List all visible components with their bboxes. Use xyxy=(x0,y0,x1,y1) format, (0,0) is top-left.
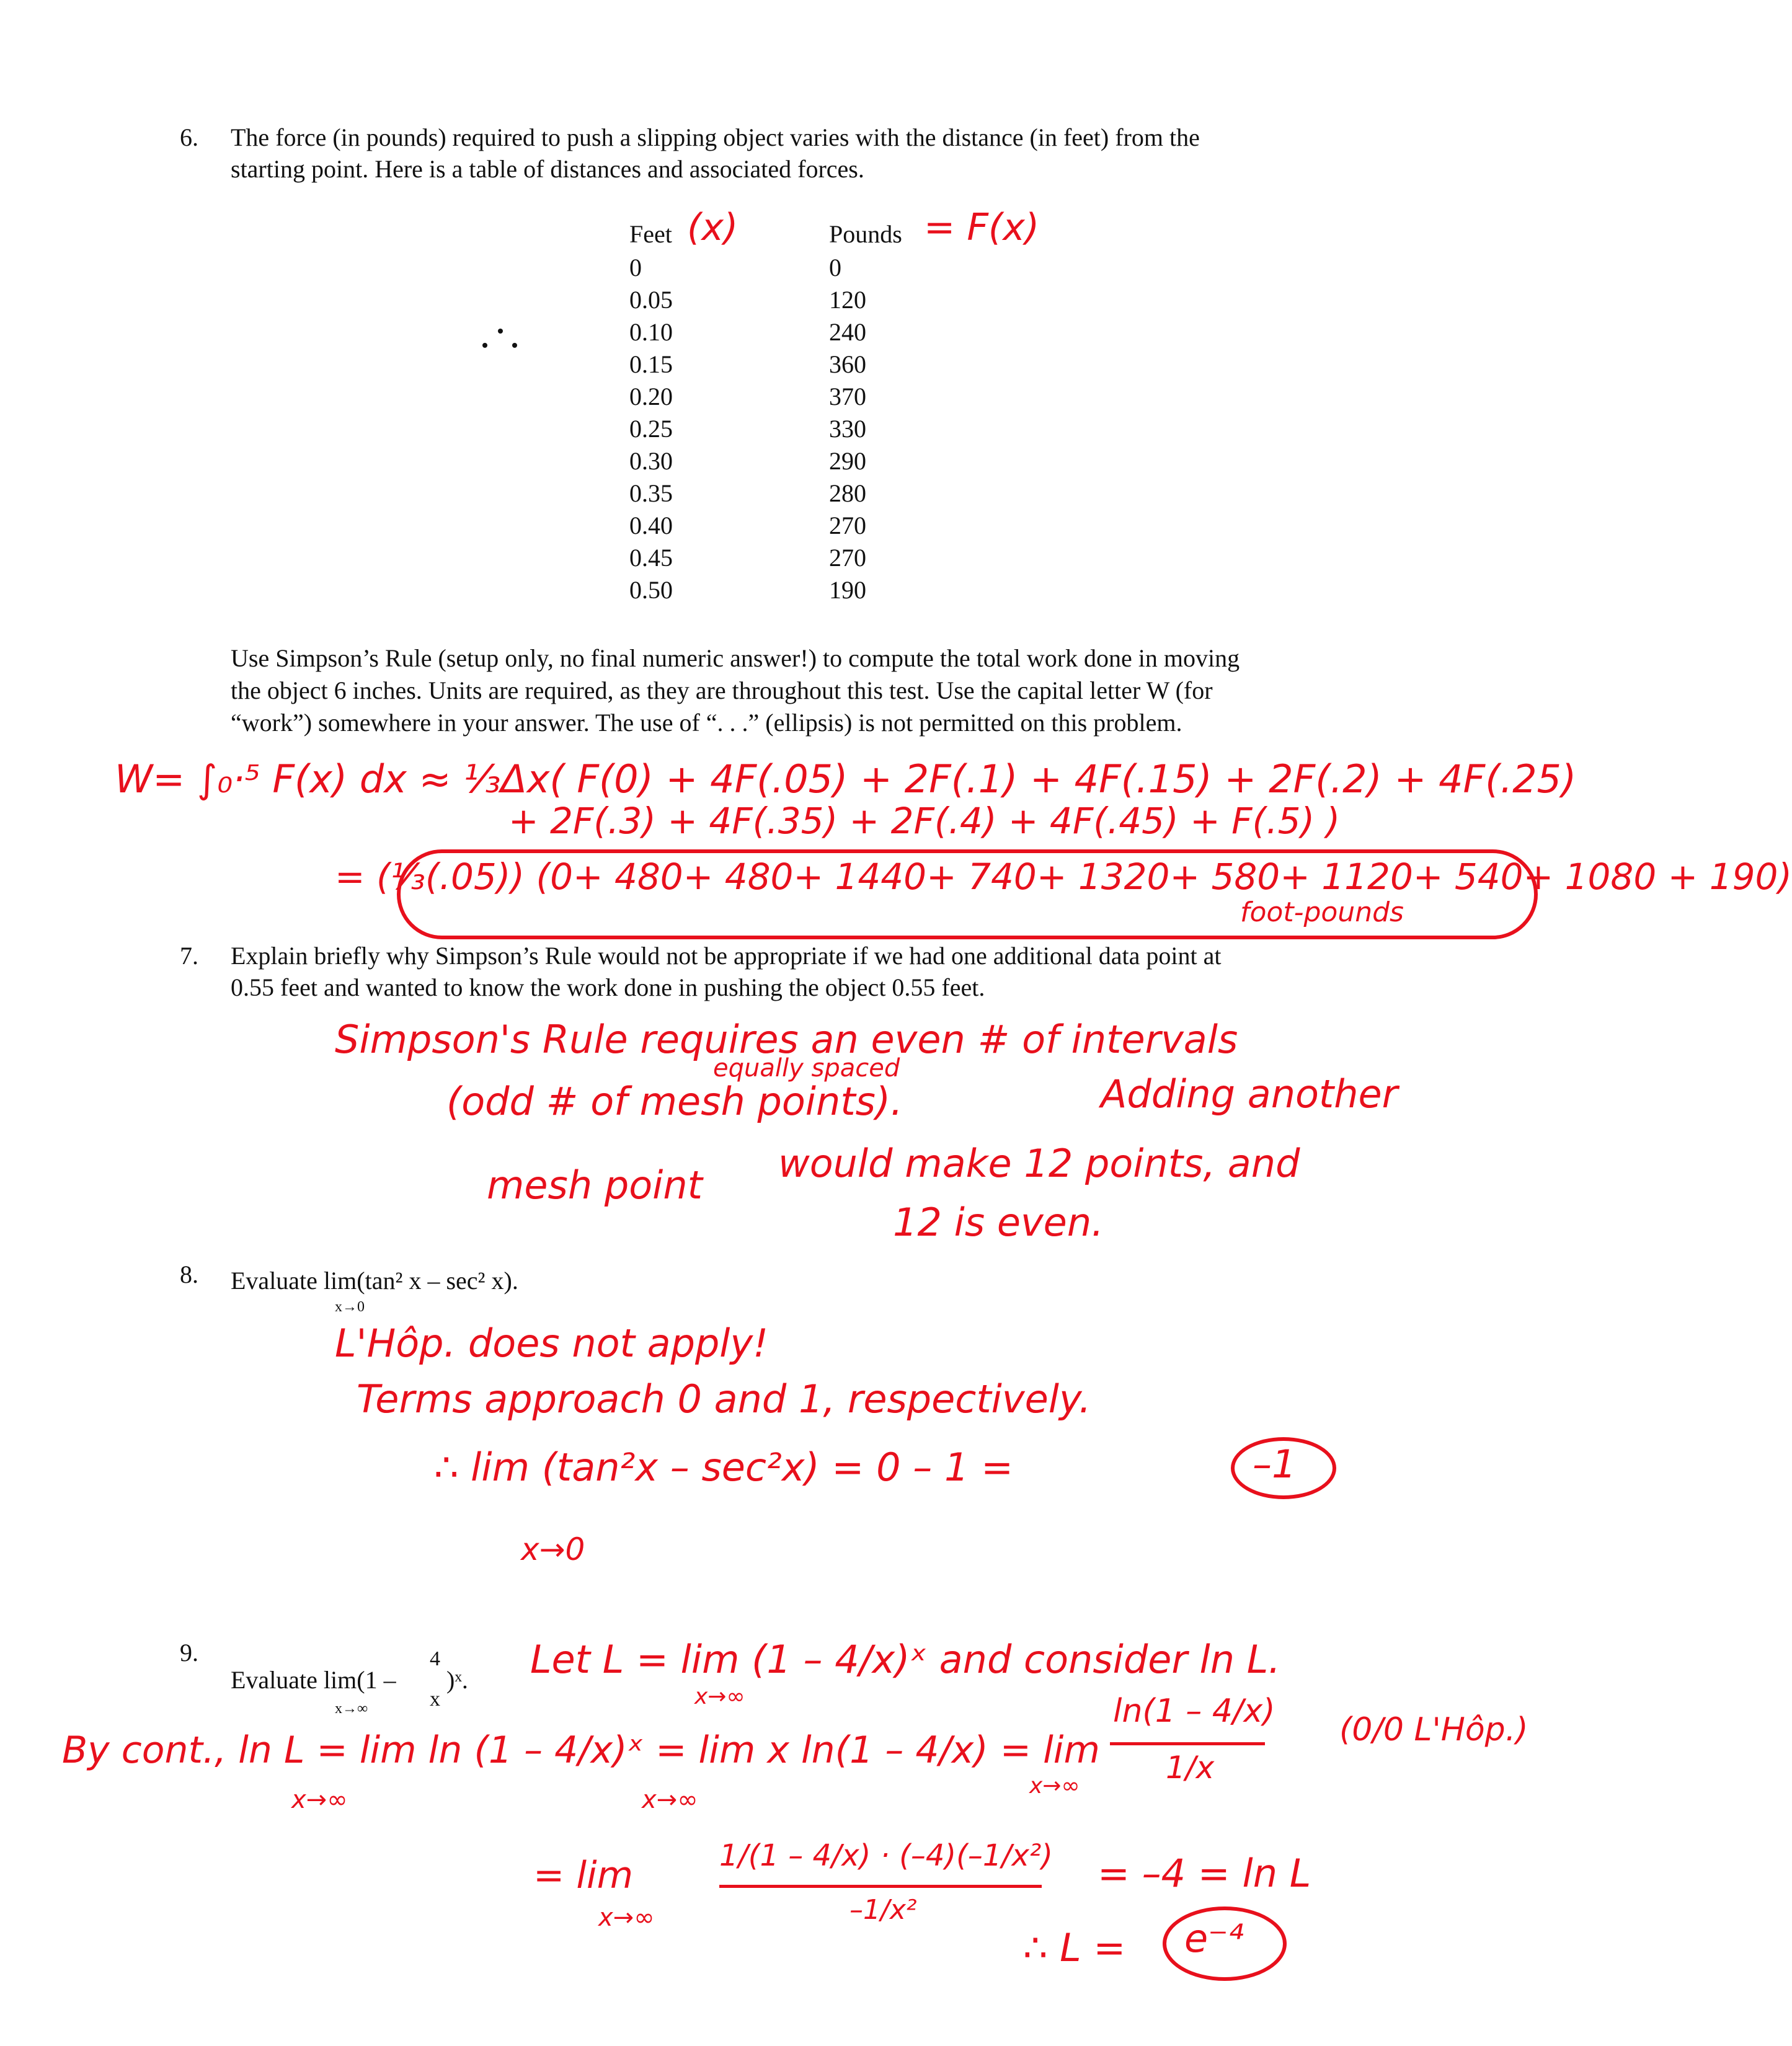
q8-prompt: Evaluate lim(tan² x – sec² x). xyxy=(231,1267,518,1295)
table-cell: 270 xyxy=(829,512,866,539)
handwritten-simpson-setup-line1: W= ∫₀·⁵ F(x) dx ≈ ⅓Δx( F(0) + 4F(.05) + 2F(.1) + 4F(.15) + 2F(.2) + 4F(.25) xyxy=(115,756,1577,802)
table-cell: 0.35 xyxy=(629,479,673,507)
handwritten-q8-line1: L'Hôp. does not apply! xyxy=(335,1321,769,1366)
table-header-feet: Feet xyxy=(629,220,672,248)
q6-text-line1: The force (in pounds) required to push a slipping object varies with the distance (in feet) from the xyxy=(231,123,1200,151)
handwritten-q7-insert: equally spaced xyxy=(713,1054,900,1083)
handwritten-pounds-annotation: = F(x) xyxy=(924,206,1040,249)
handwritten-units: foot-pounds xyxy=(1240,897,1404,928)
q8-limit-subscript: x→0 xyxy=(335,1299,365,1315)
table-cell: 290 xyxy=(829,447,866,475)
stray-mark xyxy=(482,343,487,348)
fraction-bar xyxy=(1110,1742,1265,1745)
handwritten-q7-line1: Simpson's Rule requires an even # of intervals xyxy=(335,1017,1238,1062)
handwritten-simpson-setup-line2: + 2F(.3) + 4F(.35) + 2F(.4) + 4F(.45) + F(.5) ) xyxy=(508,800,1341,842)
table-cell: 190 xyxy=(829,576,866,604)
q9-frac-numerator: 4 xyxy=(430,1647,440,1670)
handwritten-q7-line3b: would make 12 points, and xyxy=(778,1141,1300,1186)
handwritten-q9-subscript-3: x→∞ xyxy=(1029,1773,1080,1799)
table-cell: 120 xyxy=(829,286,866,314)
q9-prompt-a: Evaluate lim(1 – xyxy=(231,1666,396,1694)
handwritten-q9-lim3-subscript: x→∞ xyxy=(598,1903,655,1932)
stray-mark xyxy=(498,329,503,334)
table-column-feet xyxy=(629,252,673,606)
table-cell: 360 xyxy=(829,350,866,378)
handwritten-q9-let: Let L = lim (1 – 4/x)ˣ and consider ln L. xyxy=(530,1637,1281,1682)
handwritten-q8-line2: Terms approach 0 and 1, respectively. xyxy=(357,1376,1091,1422)
table-cell: 0.10 xyxy=(629,318,673,346)
q6-number: 6. xyxy=(180,123,198,151)
q6-instruction-line2: the object 6 inches. Units are required, as they are throughout this test. Use the capital letter W (for xyxy=(231,676,1213,704)
handwritten-q9-answer: e⁻⁴ xyxy=(1184,1916,1244,1961)
table-cell: 0.30 xyxy=(629,447,673,475)
table-cell: 280 xyxy=(829,479,866,507)
table-cell: 0.45 xyxy=(629,544,673,572)
q9-limit-subscript: x→∞ xyxy=(335,1701,368,1717)
handwritten-q8-subscript: x→0 xyxy=(521,1531,585,1567)
table-cell: 0.40 xyxy=(629,512,673,539)
handwritten-q9-let-subscript: x→∞ xyxy=(694,1684,745,1709)
handwritten-q9-subscript-1: x→∞ xyxy=(291,1786,348,1814)
table-cell: 0.25 xyxy=(629,415,673,443)
handwritten-q9-lim3-numerator: 1/(1 – 4/x) · (–4)(–1/x²) xyxy=(719,1838,1053,1873)
handwritten-q9-note: (0/0 L'Hôp.) xyxy=(1339,1711,1528,1748)
fraction-bar xyxy=(719,1885,1042,1888)
handwritten-q9-therefore: ∴ L = xyxy=(1023,1925,1126,1970)
handwritten-q7-line4: 12 is even. xyxy=(893,1200,1104,1245)
table-cell: 0 xyxy=(829,254,841,281)
q7-text-line1: Explain briefly why Simpson’s Rule would not be appropriate if we had one additional data point at xyxy=(231,942,1222,970)
table-cell: 0.20 xyxy=(629,383,673,410)
handwritten-q9-lim3: = lim xyxy=(533,1854,634,1897)
handwritten-q9-result: = –4 = ln L xyxy=(1098,1851,1311,1896)
handwritten-q7-line2a: (odd # of mesh points). xyxy=(446,1079,903,1124)
table-column-pounds xyxy=(829,252,866,606)
handwritten-q8-answer: –1 xyxy=(1253,1442,1297,1487)
q8-number: 8. xyxy=(180,1260,198,1288)
table-cell: 240 xyxy=(829,318,866,346)
q9-number: 9. xyxy=(180,1639,198,1667)
handwritten-q9-fraction-denominator: 1/x xyxy=(1166,1750,1215,1786)
table-header-pounds: Pounds xyxy=(829,220,902,248)
q6-instruction-line3: “work”) somewhere in your answer. The use of “. . .” (ellipsis) is not permitted on this problem. xyxy=(231,709,1182,737)
table-cell: 0.50 xyxy=(629,576,673,604)
handwritten-feet-annotation: (x) xyxy=(687,206,739,249)
q7-number: 7. xyxy=(180,942,198,970)
handwritten-q7-line2b: Adding another xyxy=(1101,1071,1398,1117)
table-cell: 330 xyxy=(829,415,866,443)
table-cell: 0.05 xyxy=(629,286,673,314)
q7-text-line2: 0.55 feet and wanted to know the work done in pushing the object 0.55 feet. xyxy=(231,973,985,1001)
table-cell: 270 xyxy=(829,544,866,572)
table-cell: 0.15 xyxy=(629,350,673,378)
handwritten-q9-continuity: By cont., ln L = lim ln (1 – 4/x)ˣ = lim x ln(1 – 4/x) = lim xyxy=(62,1729,1100,1772)
q6-text-line2: starting point. Here is a table of distances and associated forces. xyxy=(231,155,864,183)
handwritten-simpson-setup-line3: = (⅓(.05)) (0+ 480+ 480+ 1440+ 740+ 1320+ 580+ 1120+ 540+ 1080 + 190) xyxy=(335,856,1792,898)
q6-instruction-line1: Use Simpson’s Rule (setup only, no final numeric answer!) to compute the total work done in moving xyxy=(231,644,1240,672)
handwritten-q7-line3a: mesh point xyxy=(487,1162,703,1208)
stray-mark xyxy=(512,343,517,348)
handwritten-q9-lim3-denominator: –1/x² xyxy=(849,1894,917,1926)
handwritten-q9-subscript-2: x→∞ xyxy=(642,1786,698,1814)
table-cell: 370 xyxy=(829,383,866,410)
table-cell: 0 xyxy=(629,254,642,281)
q9-prompt-b: )ˣ. xyxy=(446,1666,468,1694)
handwritten-q9-fraction-numerator: ln(1 – 4/x) xyxy=(1113,1693,1275,1730)
q9-frac-denominator: x xyxy=(430,1688,440,1711)
handwritten-q8-line3: ∴ lim (tan²x – sec²x) = 0 – 1 = xyxy=(434,1445,1014,1490)
